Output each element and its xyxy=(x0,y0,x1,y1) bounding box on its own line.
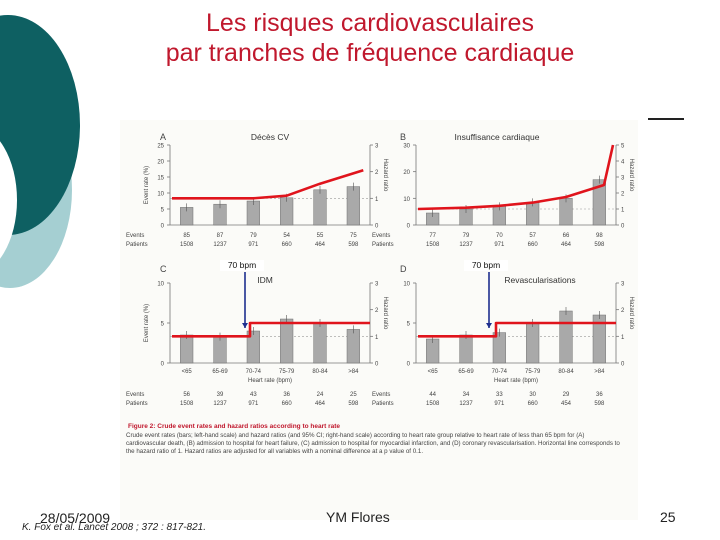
patients-value: 971 xyxy=(248,401,259,407)
events-value: 54 xyxy=(283,233,291,239)
row-label-events: Events xyxy=(372,233,391,239)
caption-body-box xyxy=(126,432,626,492)
patients-value: 660 xyxy=(527,401,538,407)
bar-c-3 xyxy=(280,319,293,363)
y2-tick-label: 0 xyxy=(621,223,625,230)
events-value: 30 xyxy=(529,392,537,398)
figure-svg xyxy=(120,120,638,520)
bar-c-4 xyxy=(314,323,327,363)
y2-tick-label: 5 xyxy=(621,143,625,150)
patients-value: 464 xyxy=(560,242,572,248)
patients-value: 1508 xyxy=(179,242,194,248)
x-tick-label: 80-84 xyxy=(312,369,328,375)
bar-a-4 xyxy=(314,190,327,225)
hazard-curve-d xyxy=(418,323,616,336)
row-label-events: Events xyxy=(372,392,391,398)
panel-letter-c: C xyxy=(160,264,167,274)
hazard-curve-a xyxy=(172,170,363,198)
title-line-1: Les risques cardiovasculaires xyxy=(206,9,534,37)
y2-tick-label: 2 xyxy=(375,170,379,177)
patients-value: 971 xyxy=(248,242,259,248)
panel-letter-d: D xyxy=(400,264,407,274)
events-value: 34 xyxy=(462,392,470,398)
events-value: 79 xyxy=(249,233,257,239)
x-tick-label: 80-84 xyxy=(558,369,574,375)
y2-tick-label: 1 xyxy=(375,196,379,203)
patients-value: 1237 xyxy=(213,401,227,407)
events-value: 29 xyxy=(562,392,570,398)
patients-value: 971 xyxy=(494,401,505,407)
x-tick-label: 70-74 xyxy=(491,369,508,375)
y-axis-label: Event rate (%) xyxy=(144,303,150,343)
caption-title: Figure 2: Crude event rates and hazard ratios according to heart rate xyxy=(128,423,341,430)
y2-tick-label: 1 xyxy=(621,207,625,214)
patients-value: 1508 xyxy=(179,401,194,407)
events-value: 87 xyxy=(216,233,224,239)
panel-letter-b: B xyxy=(400,132,407,142)
events-value: 55 xyxy=(316,233,324,239)
patients-value: 598 xyxy=(594,242,605,248)
y2-tick-label: 0 xyxy=(375,223,379,230)
bpm-label-right: 70 bpm xyxy=(471,260,501,270)
y-tick-label: 0 xyxy=(406,361,410,368)
bpm-label-left: 70 bpm xyxy=(227,260,257,270)
events-value: 75 xyxy=(349,233,357,239)
row-label-patients: Patients xyxy=(372,242,394,248)
y2-tick-label: 3 xyxy=(621,175,625,182)
y2-tick-label: 4 xyxy=(621,159,625,166)
patients-value: 1237 xyxy=(459,242,473,248)
y-tick-label: 15 xyxy=(157,175,164,182)
patients-value: 971 xyxy=(494,242,505,248)
patients-value: 1508 xyxy=(425,242,440,248)
patients-value: 660 xyxy=(281,401,292,407)
bar-c-5 xyxy=(347,329,360,363)
events-value: 98 xyxy=(595,233,603,239)
y2-tick-label: 1 xyxy=(621,334,625,341)
bar-d-4 xyxy=(560,311,573,363)
overlay-label-c: IDM xyxy=(257,275,273,285)
bpm-marker-arrow-right xyxy=(486,323,492,328)
y2-axis-label: Hazard ratio xyxy=(628,158,634,192)
patients-value: 1508 xyxy=(425,401,440,407)
events-value: 85 xyxy=(183,233,191,239)
bar-a-5 xyxy=(347,187,360,225)
events-value: 70 xyxy=(495,233,503,239)
patients-value: 454 xyxy=(560,401,572,407)
x-tick-label: <65 xyxy=(181,369,192,375)
patients-value: 598 xyxy=(348,242,359,248)
y-tick-label: 0 xyxy=(160,361,164,368)
x-tick-label: 70-74 xyxy=(245,369,262,375)
patients-value: 660 xyxy=(281,242,292,248)
y2-tick-label: 1 xyxy=(375,334,379,341)
row-label-events: Events xyxy=(126,392,145,398)
panel-letter-a: A xyxy=(160,132,167,142)
caption-body: Crude event rates (bars; left-hand scale) and hazard ratios (and 95% CI; right-hand scale) according to heart rate group relative to heart rate of less than 65 bpm for (A) cardiovascular death, (B) admission to hospital for heart failure, (C) admission to hospital for myocardial infarction, and (D) coronary revascularisation. Horizontal line corresponds to the hazard ratio of 1. Hazard ratios are adjusted for all variables with a nominal difference at a p value of 0.1. xyxy=(126,432,620,455)
y-tick-label: 20 xyxy=(403,170,410,177)
x-axis-label: Heart rate (bpm) xyxy=(247,378,293,384)
y2-tick-label: 0 xyxy=(375,361,379,368)
events-value: 36 xyxy=(283,392,291,398)
title-line-2: par tranches de fréquence cardiaque xyxy=(165,39,575,67)
bar-a-3 xyxy=(280,198,293,225)
y2-axis-label: Hazard ratio xyxy=(628,296,634,330)
y2-tick-label: 3 xyxy=(375,143,379,150)
bar-d-1 xyxy=(460,335,473,363)
x-tick-label: 75-79 xyxy=(524,369,541,375)
patients-value: 660 xyxy=(527,242,538,248)
y-tick-label: 10 xyxy=(403,196,410,203)
overlay-label-a: Décès CV xyxy=(250,132,290,142)
title-rule xyxy=(648,118,684,120)
patients-value: 598 xyxy=(348,401,359,407)
patients-value: 464 xyxy=(314,401,326,407)
y2-tick-label: 2 xyxy=(621,308,625,315)
events-value: 25 xyxy=(349,392,357,398)
events-value: 66 xyxy=(562,233,570,239)
events-value: 77 xyxy=(429,233,437,239)
hazard-curve-b xyxy=(418,145,613,209)
events-value: 24 xyxy=(316,392,324,398)
bar-b-4 xyxy=(560,198,573,225)
y2-axis-label: Hazard ratio xyxy=(382,296,388,330)
footer-date: 28/05/2009 xyxy=(40,510,111,526)
y2-tick-label: 2 xyxy=(621,191,625,198)
y-tick-label: 10 xyxy=(157,281,164,288)
row-label-patients: Patients xyxy=(372,401,394,407)
events-value: 44 xyxy=(429,392,437,398)
row-label-patients: Patients xyxy=(126,242,148,248)
y2-tick-label: 3 xyxy=(621,281,625,288)
page-number: 25 xyxy=(660,509,676,525)
events-value: 36 xyxy=(595,392,603,398)
y2-tick-label: 0 xyxy=(621,361,625,368)
y-tick-label: 0 xyxy=(160,223,164,230)
patients-value: 464 xyxy=(314,242,326,248)
events-value: 57 xyxy=(529,233,537,239)
x-tick-label: >84 xyxy=(348,369,359,375)
slide-title xyxy=(60,8,680,68)
x-tick-label: 75-79 xyxy=(278,369,295,375)
x-tick-label: <65 xyxy=(427,369,438,375)
patients-value: 1237 xyxy=(213,242,227,248)
x-axis-label: Heart rate (bpm) xyxy=(493,378,539,384)
events-value: 56 xyxy=(183,392,191,398)
y-tick-label: 5 xyxy=(406,321,410,328)
events-value: 79 xyxy=(462,233,470,239)
row-label-patients: Patients xyxy=(126,401,148,407)
y-axis-label: Event rate (%) xyxy=(144,165,150,205)
footer-reference: K. Fox et al. Lancet 2008 ; 372 : 817-821. xyxy=(22,522,207,533)
y2-tick-label: 3 xyxy=(375,281,379,288)
bar-d-3 xyxy=(526,323,539,363)
y-tick-label: 20 xyxy=(157,159,164,166)
events-value: 43 xyxy=(249,392,257,398)
y-tick-label: 0 xyxy=(406,223,410,230)
y-tick-label: 10 xyxy=(403,281,410,288)
y-tick-label: 5 xyxy=(160,321,164,328)
patients-value: 598 xyxy=(594,401,605,407)
y2-tick-label: 2 xyxy=(375,308,379,315)
figure-panel xyxy=(120,120,638,520)
events-value: 33 xyxy=(495,392,503,398)
x-tick-label: 65-69 xyxy=(458,369,474,375)
overlay-label-d: Revascularisations xyxy=(504,275,576,285)
patients-value: 1237 xyxy=(459,401,473,407)
bpm-marker-arrow-left xyxy=(242,323,248,328)
bar-c-0 xyxy=(180,335,193,363)
events-value: 39 xyxy=(216,392,224,398)
y2-axis-label: Hazard ratio xyxy=(382,158,388,192)
x-tick-label: 65-69 xyxy=(212,369,228,375)
hazard-curve-c xyxy=(172,323,370,336)
overlay-label-b: Insuffisance cardiaque xyxy=(454,132,540,142)
y-tick-label: 10 xyxy=(157,191,164,198)
y-tick-label: 25 xyxy=(157,143,164,150)
y-tick-label: 5 xyxy=(160,207,164,214)
footer-author: YM Flores xyxy=(326,509,390,525)
x-tick-label: >84 xyxy=(594,369,605,375)
row-label-events: Events xyxy=(126,233,145,239)
y-tick-label: 30 xyxy=(403,143,410,150)
